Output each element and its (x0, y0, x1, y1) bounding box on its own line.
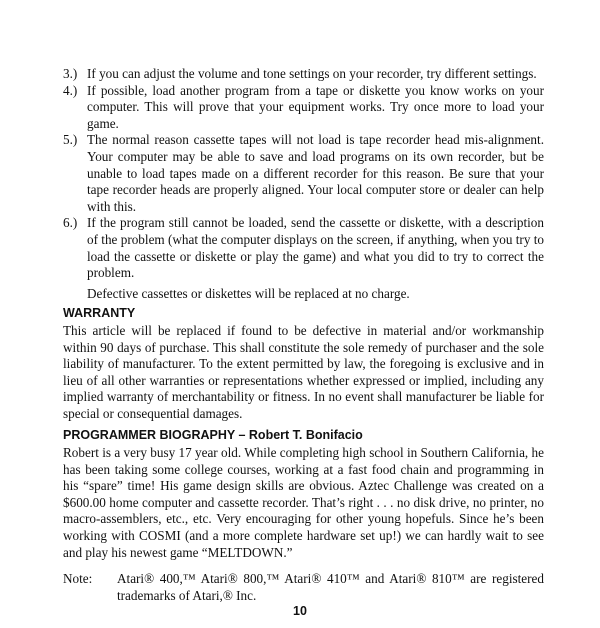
troubleshooting-step (63, 132, 544, 215)
step-number: 5.) (63, 132, 78, 148)
biography-heading: PROGRAMMER BIOGRAPHY – Robert T. Bonifacio (63, 428, 363, 443)
step-text: If you can adjust the volume and tone settings on your recorder, try different settings. (87, 66, 537, 81)
defective-note: Defective cassettes or diskettes will be replaced at no charge. (87, 285, 410, 301)
step-number: 4.) (63, 82, 78, 98)
page-number: 10 (293, 604, 307, 618)
warranty-text: This article will be replaced if found to be defective in material and/or workmanship within 90 days of purchase. This shall constitute the sole remedy of purchaser and the sole liability of manufacturer. To the extent permitted by law, the foregoing is exclusive and in lieu of all other warranties or representations whether expressed or implied, including any implied warranty of merchantability or fitness. In no event shall manufacturer be liable for special or consequential damages. (63, 322, 544, 421)
step-text: The normal reason cassette tapes will not load is tape recorder head mis-alignment. Your computer may be able to save and load programs on its own recorder, but be unable to load tapes made on a different recorder for this reason. Be sure that your tape recorder heads are properly aligned. Your local computer store or dealer can help with this. (87, 132, 544, 214)
warranty-heading: WARRANTY (63, 306, 136, 321)
step-number: 3.) (63, 66, 78, 81)
step-text: If possible, load another program from a tape or diskette you know works on your computer. This will prove that your equipment works. Try once more to load your game. (87, 82, 544, 131)
note-text: Atari® 400,™ Atari® 800,™ Atari® 410™ and Atari® 810™ are registered trademarks of Atari,® Inc. (117, 571, 544, 603)
trademark-note (63, 571, 544, 604)
step-text: If the program still cannot be loaded, send the cassette or diskette, with a description of the problem (what the computer displays on the screen, if anything, when you try to load the cassette or diskette or play the game) and what you did to try to correct the problem. (87, 215, 544, 281)
step-number: 6.) (63, 215, 78, 231)
note-label: Note: (63, 571, 93, 587)
troubleshooting-step (63, 215, 544, 281)
troubleshooting-step (63, 66, 544, 83)
biography-text: Robert is a very busy 17 year old. While completing high school in Southern California, he has been taking some college courses, working at a fast food chain and programming in his “spare” time! His game design skills are obvious. Aztec Challenge was created on a $600.00 home computer and cassette recorder. That’s right . . . no disk drive, no printer, no macro-assemblers, etc., etc. Very encouraging for other young hopefuls. Since he’s been working with COSMI (and a more complete hardware set up!) we can hardly wait to see and play his newest game “MELTDOWN.” (63, 445, 544, 560)
page-content (63, 66, 544, 604)
troubleshooting-step (63, 83, 544, 133)
